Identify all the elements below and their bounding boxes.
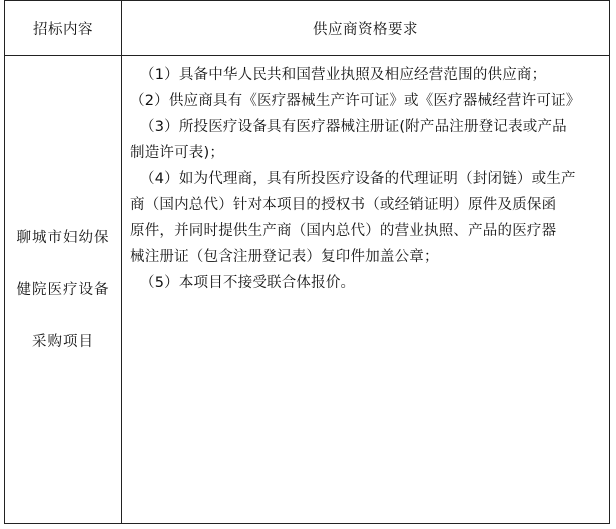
requirements-cell <box>122 56 610 524</box>
requirement-2: （2）供应商具有《医疗器械生产许可证》或《医疗器械经营许可证》 <box>130 93 581 109</box>
project-name-line-3: 采购项目 <box>32 333 94 350</box>
header-bid-content: 招标内容 <box>5 1 122 56</box>
table-header-row <box>5 1 610 56</box>
requirement-4-line-4: 械注册证（包含注册登记表）复印件加盖公章； <box>130 249 439 265</box>
requirement-4-line-3: 原件，并同时提供生产商（国内总代）的营业执照、产品的医疗器 <box>130 223 557 239</box>
requirement-4-line-1: （4）如为代理商，具有所投医疗设备的代理证明（封闭链）或生产 <box>140 171 576 187</box>
requirement-1: （1）具备中华人民共和国营业执照及相应经营范围的供应商； <box>140 67 547 83</box>
requirement-5: （5）本项目不接受联合体报价。 <box>140 275 356 291</box>
requirement-3-line-1: （3）所投医疗设备具有医疗器械注册证(附产品注册登记表或产品 <box>140 119 567 135</box>
project-name-line-1: 聊城市妇幼保 <box>16 229 110 246</box>
requirement-3-line-2: 制造许可表)； <box>130 145 225 161</box>
requirement-4-line-2: 商（国内总代）针对本项目的授权书（或经销证明）原件及质保函 <box>130 197 557 213</box>
header-supplier-requirements: 供应商资格要求 <box>122 1 610 56</box>
requirements-table <box>4 0 610 524</box>
project-name-cell <box>5 56 122 524</box>
requirements-list <box>130 62 603 296</box>
table-body-row <box>5 56 610 524</box>
project-name-line-2: 健院医疗设备 <box>16 281 110 298</box>
